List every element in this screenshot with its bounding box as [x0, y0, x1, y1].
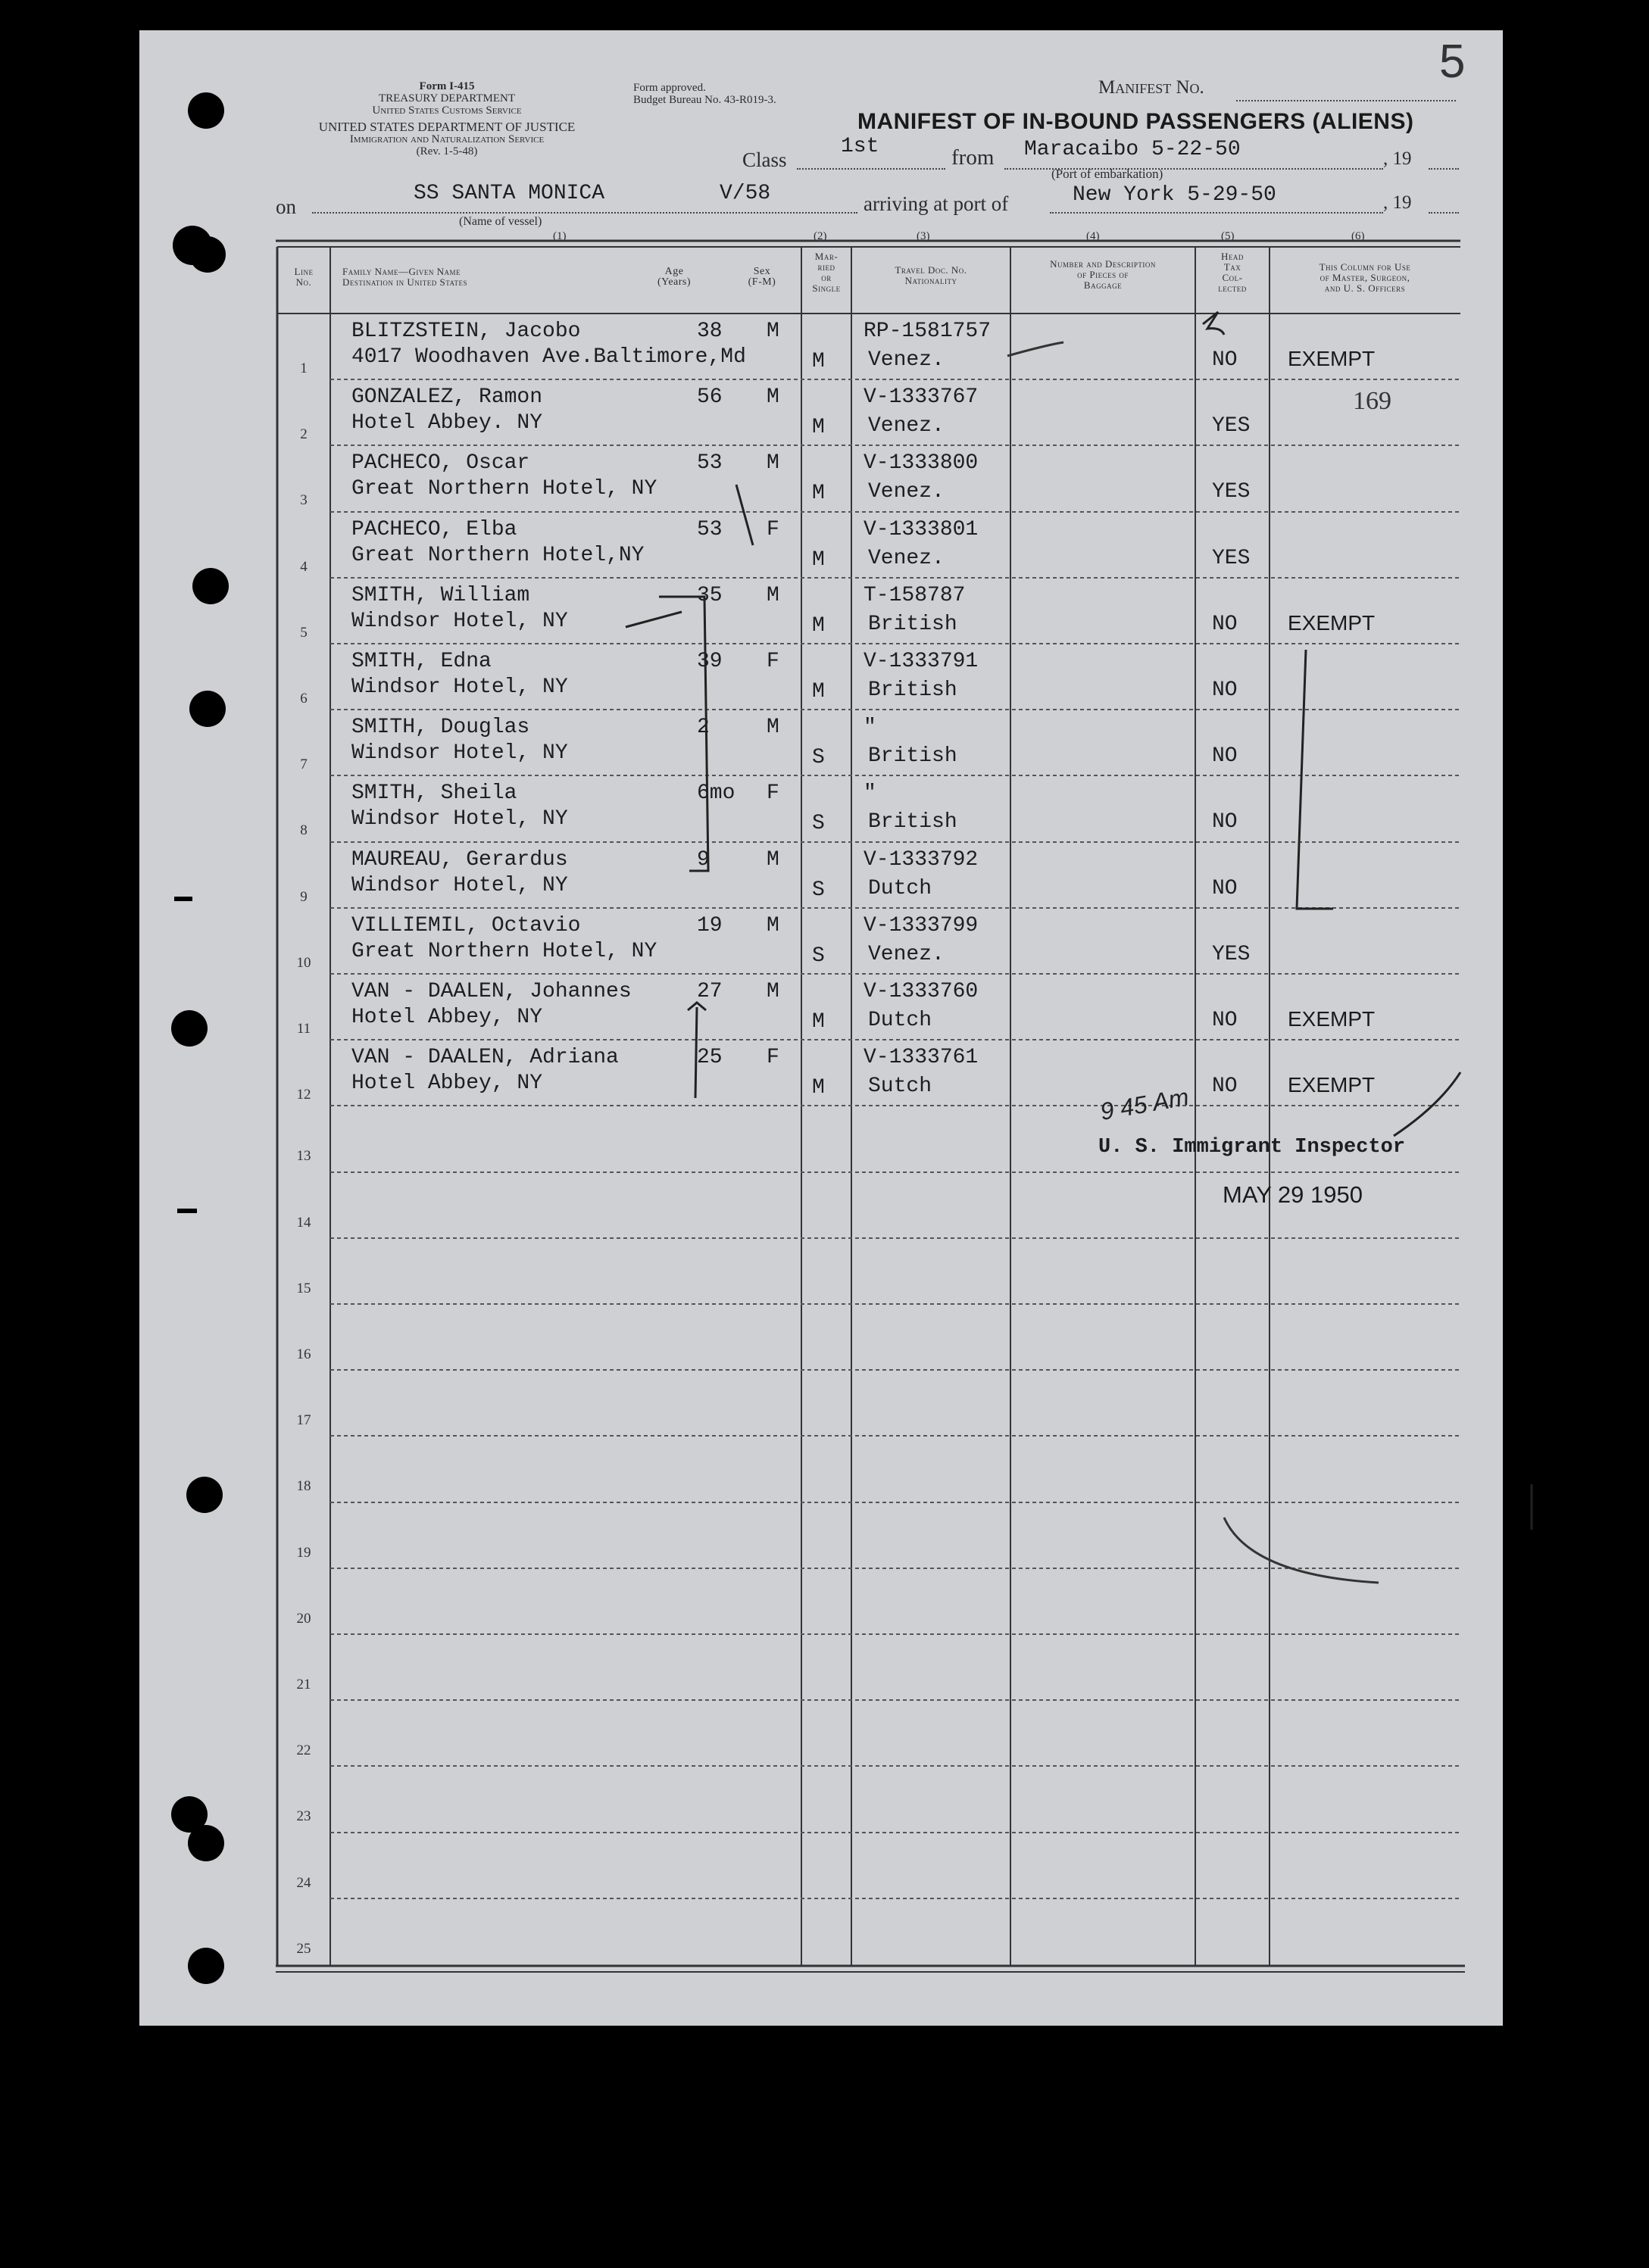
column-number: (3): [917, 230, 930, 242]
age: 56: [697, 385, 723, 409]
passenger-name: BLITZSTEIN, Jacobo: [351, 320, 581, 343]
class-label: Class: [742, 148, 787, 171]
head-tax: NO: [1212, 1009, 1238, 1032]
manifest-no-label: Manifest No.: [1098, 77, 1204, 98]
line-number: 8: [300, 822, 308, 838]
marital-status: M: [812, 614, 825, 638]
line-number: 18: [296, 1478, 311, 1494]
line-number: 5: [300, 625, 308, 641]
line-number: 14: [296, 1215, 311, 1231]
travel-doc-number: RP-1581757: [864, 320, 992, 343]
travel-doc-number: ": [864, 716, 876, 739]
age: 27: [697, 980, 723, 1003]
passenger-name: GONZALEZ, Ramon: [351, 385, 543, 409]
sex: M: [767, 980, 779, 1003]
head-tax: NO: [1212, 613, 1238, 636]
marital-status: M: [812, 548, 825, 572]
nationality: British: [868, 679, 957, 702]
line-number: 22: [296, 1742, 311, 1758]
from-label: from: [951, 145, 995, 170]
nationality: Dutch: [868, 877, 932, 900]
sex: F: [767, 518, 779, 541]
on-label: on: [276, 195, 296, 218]
form-number: Form I-415: [419, 80, 475, 92]
port-of-arrival: New York 5-29-50: [1073, 183, 1276, 207]
col-header-head-tax: Head Tax Col- lected: [1218, 251, 1247, 294]
age: 25: [697, 1046, 723, 1069]
marital-status: S: [812, 878, 825, 902]
form-approved: Form approved.: [633, 82, 706, 94]
sex: M: [767, 451, 779, 475]
line-number: 13: [296, 1148, 311, 1164]
form-revision: (Rev. 1-5-48): [416, 145, 478, 158]
justice-department: UNITED STATES DEPARTMENT OF JUSTICE: [318, 120, 576, 134]
line-number: 2: [300, 426, 308, 442]
nationality: Sutch: [868, 1075, 932, 1098]
col-header-officers: This Column for Use of Master, Surgeon, and U. S. Officers: [1319, 261, 1411, 294]
line-number: 20: [296, 1611, 311, 1627]
passenger-name: PACHECO, Elba: [351, 518, 517, 541]
destination: Windsor Hotel, NY: [351, 675, 568, 699]
head-tax: YES: [1212, 943, 1251, 966]
vessel-label: (Name of vessel): [459, 215, 542, 228]
passenger-name: MAUREAU, Gerardus: [351, 848, 568, 872]
passenger-name: VILLIEMIL, Octavio: [351, 914, 581, 937]
line-number: 16: [296, 1346, 311, 1362]
year-label: , 19: [1383, 148, 1412, 169]
sex: M: [767, 716, 779, 739]
line-number: 7: [300, 757, 308, 772]
destination: 4017 Woodhaven Ave.Baltimore,Md: [351, 345, 746, 369]
passenger-name: PACHECO, Oscar: [351, 451, 530, 475]
manifest-title: MANIFEST OF IN-BOUND PASSENGERS (ALIENS): [857, 109, 1414, 134]
ins-service: Immigration and Naturalization Service: [349, 133, 545, 145]
destination: Great Northern Hotel, NY: [351, 940, 657, 963]
line-number: 11: [296, 1021, 311, 1037]
sex: M: [767, 385, 779, 409]
col-header-married: Mar- ried or Single: [812, 251, 841, 294]
destination: Windsor Hotel, NY: [351, 610, 568, 633]
line-number: 25: [296, 1941, 311, 1957]
line-number: 23: [296, 1808, 311, 1824]
marital-status: M: [812, 416, 825, 439]
head-tax: YES: [1212, 547, 1251, 570]
marital-status: S: [812, 812, 825, 835]
passenger-name: VAN - DAALEN, Johannes: [351, 980, 632, 1003]
travel-doc-number: V-1333800: [864, 451, 979, 475]
column-number: (5): [1221, 230, 1235, 242]
passenger-name: SMITH, William: [351, 584, 530, 607]
destination: Windsor Hotel, NY: [351, 874, 568, 897]
nationality: British: [868, 744, 957, 768]
officer-note: EXEMPT: [1288, 1007, 1376, 1031]
destination: Hotel Abbey, NY: [351, 1006, 543, 1029]
officer-note: EXEMPT: [1288, 1073, 1376, 1097]
age: 6mo: [697, 781, 735, 805]
corner-number: 5: [1439, 36, 1466, 88]
age: 19: [697, 914, 723, 937]
nationality: Venez.: [868, 414, 945, 438]
head-tax: NO: [1212, 679, 1238, 702]
line-number: 4: [300, 559, 308, 575]
travel-doc-number: ": [864, 781, 876, 805]
travel-doc-number: V-1333760: [864, 980, 979, 1003]
inspector-title: U. S. Immigrant Inspector: [1098, 1136, 1406, 1159]
line-number: 17: [296, 1412, 311, 1428]
line-number: 10: [296, 955, 311, 971]
marital-status: S: [812, 944, 825, 968]
marital-status: M: [812, 1076, 825, 1100]
sex: M: [767, 584, 779, 607]
sex: M: [767, 848, 779, 872]
age: 35: [697, 584, 723, 607]
travel-doc-number: V-1333799: [864, 914, 979, 937]
marital-status: M: [812, 1010, 825, 1034]
column-number: (6): [1351, 230, 1365, 242]
line-number: 6: [300, 691, 308, 707]
column-number: (2): [814, 230, 827, 242]
destination: Hotel Abbey. NY: [351, 411, 543, 435]
head-tax: NO: [1212, 1075, 1238, 1098]
age: 53: [697, 451, 723, 475]
destination: Windsor Hotel, NY: [351, 807, 568, 831]
voyage-number: V/58: [720, 182, 771, 205]
destination: Great Northern Hotel, NY: [351, 477, 657, 501]
line-number: 12: [296, 1087, 311, 1103]
budget-bureau: Budget Bureau No. 43-R019-3.: [633, 94, 776, 106]
destination: Windsor Hotel, NY: [351, 741, 568, 765]
sex: F: [767, 781, 779, 805]
age: 38: [697, 320, 723, 343]
col-header-sex: Sex (F-M): [748, 266, 776, 288]
age: 2: [697, 716, 710, 739]
marital-status: M: [812, 482, 825, 505]
destination: Hotel Abbey, NY: [351, 1072, 543, 1095]
col-header-line-no: Line No.: [294, 266, 314, 288]
marital-status: S: [812, 746, 825, 769]
inspection-date-stamp: MAY 29 1950: [1223, 1181, 1363, 1208]
line-number: 9: [300, 889, 308, 905]
line-number: 24: [296, 1875, 311, 1891]
nationality: Venez.: [868, 547, 945, 570]
head-tax: NO: [1212, 744, 1238, 768]
port-of-embarkation: Maracaibo 5-22-50: [1024, 138, 1241, 161]
line-number: 21: [296, 1677, 311, 1692]
age: 53: [697, 518, 723, 541]
passenger-name: SMITH, Edna: [351, 650, 492, 673]
travel-doc-number: T-158787: [864, 584, 966, 607]
officer-note: EXEMPT: [1288, 347, 1376, 370]
treasury-department: TREASURY DEPARTMENT: [378, 92, 516, 105]
nationality: Venez.: [868, 480, 945, 504]
officer-note: 169: [1353, 387, 1391, 415]
travel-doc-number: V-1333767: [864, 385, 979, 409]
nationality: British: [868, 613, 957, 636]
nationality: Venez.: [868, 348, 945, 372]
column-number: (1): [553, 230, 567, 242]
head-tax: YES: [1212, 414, 1251, 438]
col-header-name: Family Name—Given Name Destination in United States: [342, 266, 468, 288]
travel-doc-number: V-1333792: [864, 848, 979, 872]
sex: F: [767, 1046, 779, 1069]
line-number: 15: [296, 1281, 311, 1296]
sex: M: [767, 320, 779, 343]
inspection-time: 9 45 Am: [1098, 1083, 1191, 1125]
head-tax: NO: [1212, 810, 1238, 834]
vessel-name: SS SANTA MONICA: [414, 182, 605, 205]
sex: F: [767, 650, 779, 673]
nationality: Venez.: [868, 943, 945, 966]
head-tax: YES: [1212, 480, 1251, 504]
age: 39: [697, 650, 723, 673]
port-embarkation-label: (Port of embarkation): [1051, 167, 1163, 181]
head-tax: NO: [1212, 877, 1238, 900]
destination: Great Northern Hotel,NY: [351, 544, 645, 567]
travel-doc-number: V-1333761: [864, 1046, 979, 1069]
age: 9: [697, 848, 710, 872]
arriving-label: arriving at port of: [864, 192, 1009, 215]
line-number: 19: [296, 1545, 311, 1561]
marital-status: M: [812, 350, 825, 373]
travel-doc-number: V-1333791: [864, 650, 979, 673]
marital-status: M: [812, 680, 825, 703]
head-tax: NO: [1212, 348, 1238, 372]
col-header-travel-doc: Travel Doc. No. Nationality: [895, 264, 967, 286]
passenger-name: SMITH, Sheila: [351, 781, 517, 805]
line-number: 3: [300, 492, 308, 508]
year-label: , 19: [1383, 192, 1412, 213]
line-number: 1: [300, 360, 308, 376]
col-header-baggage: Number and Description of Pieces of Baggage: [1050, 258, 1156, 291]
class-value: 1st: [841, 135, 879, 158]
col-header-age: Age (Years): [657, 266, 692, 288]
nationality: British: [868, 810, 957, 834]
officer-note: EXEMPT: [1288, 611, 1376, 635]
sex: M: [767, 914, 779, 937]
passenger-name: SMITH, Douglas: [351, 716, 530, 739]
travel-doc-number: V-1333801: [864, 518, 979, 541]
passenger-name: VAN - DAALEN, Adriana: [351, 1046, 619, 1069]
customs-service: United States Customs Service: [372, 105, 522, 117]
nationality: Dutch: [868, 1009, 932, 1032]
column-number: (4): [1086, 230, 1100, 242]
